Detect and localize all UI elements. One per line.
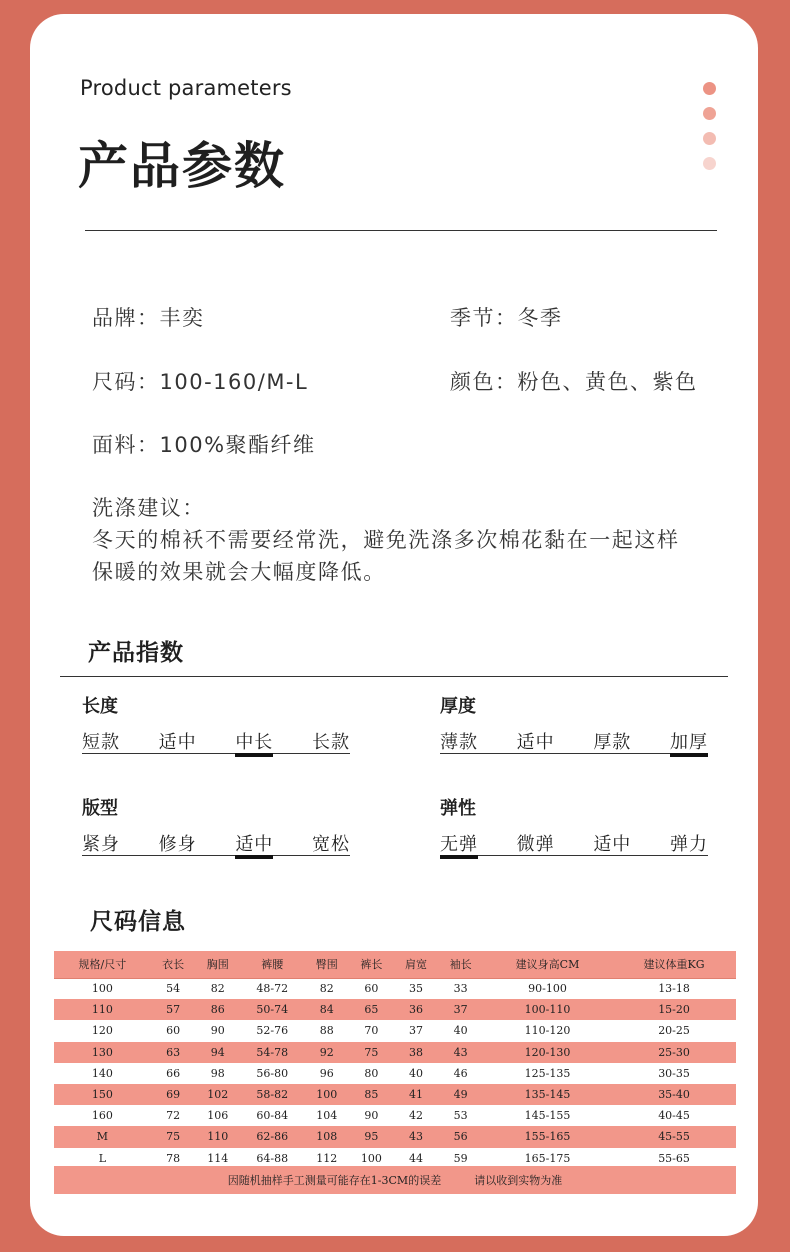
table-row	[54, 1063, 736, 1084]
table-cell: 62-86	[240, 1126, 304, 1147]
table-cell: 112	[316, 1151, 338, 1165]
param-season: 季节：冬季	[450, 306, 563, 330]
size-note: 因随机抽样手工测量可能存在1-3CM的误差 请以收到实物为准	[54, 1166, 736, 1194]
table-cell: 64-88	[256, 1151, 289, 1165]
table-cell: 69	[151, 1084, 196, 1105]
table-cell: 20-25	[658, 1024, 690, 1038]
table-cell: 48-72	[256, 982, 289, 996]
table-row	[54, 1084, 736, 1105]
param-brand: 品牌：丰奕	[92, 306, 205, 330]
table-cell: 54-78	[240, 1042, 304, 1063]
wash-line-1: 冬天的棉袄不需要经常洗，避免洗涤多次棉花黏在一起这样	[92, 528, 680, 552]
dot-1	[703, 82, 716, 95]
table-cell: 58-82	[240, 1084, 304, 1105]
size-table	[54, 951, 736, 1169]
table-cell: 130	[54, 1042, 151, 1063]
table-cell: 43	[438, 1042, 483, 1063]
table-cell: 165-175	[524, 1151, 571, 1165]
table-cell: 92	[304, 1042, 349, 1063]
index-options	[82, 728, 350, 754]
table-cell: 40-45	[658, 1109, 690, 1123]
table-cell: 150	[54, 1084, 151, 1105]
table-cell: 120	[91, 1024, 113, 1038]
wash-line-2: 保暖的效果就会大幅度降低。	[92, 560, 386, 584]
table-cell: 86	[195, 999, 240, 1020]
index-option: 长款	[311, 732, 350, 753]
table-cell: 59	[453, 1151, 468, 1165]
index-option-selected: 加厚	[670, 728, 708, 753]
table-cell: 65	[349, 999, 394, 1020]
table-cell: 155-165	[483, 1126, 612, 1147]
table-cell: 35-40	[612, 1084, 736, 1105]
index-option: 弹力	[669, 834, 708, 855]
index-options	[82, 830, 350, 856]
table-cell: 84	[304, 999, 349, 1020]
index-option-selected: 无弹	[440, 830, 478, 855]
table-cell: 52-76	[256, 1024, 289, 1038]
table-cell: 45-55	[612, 1126, 736, 1147]
table-cell: M	[54, 1126, 151, 1147]
table-cell: 37	[408, 1024, 423, 1038]
index-elasticity	[440, 794, 708, 856]
param-fabric: 面料：100%聚酯纤维	[92, 433, 316, 457]
size-header-cell: 裤腰	[240, 951, 304, 978]
table-cell: 80	[364, 1066, 379, 1080]
size-table-body	[54, 978, 736, 1169]
table-cell: 36	[394, 999, 439, 1020]
table-cell: 135-145	[483, 1084, 612, 1105]
index-section-title: 产品指数	[88, 640, 184, 666]
table-cell: 38	[394, 1042, 439, 1063]
table-cell: 120-130	[483, 1042, 612, 1063]
table-cell: 100-110	[483, 999, 612, 1020]
table-cell: 100	[91, 982, 113, 996]
page-title: 产品参数	[78, 137, 286, 195]
table-cell: 35	[408, 982, 423, 996]
table-cell: 49	[438, 1084, 483, 1105]
table-cell: 140	[91, 1066, 113, 1080]
index-option: 修身	[158, 834, 197, 855]
table-cell: 15-20	[612, 999, 736, 1020]
size-header-cell: 建议身高CM	[483, 951, 612, 978]
table-cell: 44	[408, 1151, 423, 1165]
wash-title: 洗涤建议：	[92, 496, 205, 520]
size-header-cell: 肩宽	[394, 951, 439, 978]
index-option: 紧身	[82, 834, 120, 855]
table-cell: 75	[151, 1126, 196, 1147]
table-cell: 110-120	[524, 1024, 571, 1038]
index-option: 适中	[593, 834, 632, 855]
table-cell: 72	[166, 1109, 181, 1123]
index-label: 厚度	[440, 696, 476, 717]
table-cell: 30-35	[658, 1066, 690, 1080]
index-label: 长度	[82, 696, 118, 717]
size-header-cell: 建议体重KG	[612, 951, 736, 978]
size-header-cell: 胸围	[195, 951, 240, 978]
index-option-selected: 适中	[235, 830, 273, 855]
table-cell: 75	[349, 1042, 394, 1063]
decorative-dots	[703, 82, 717, 182]
index-divider	[60, 676, 728, 677]
table-cell: 40	[408, 1066, 423, 1080]
param-color: 颜色：粉色、黄色、紫色	[450, 370, 698, 394]
table-cell: 82	[319, 982, 334, 996]
table-cell: 90	[364, 1109, 379, 1123]
table-row	[54, 1042, 736, 1063]
table-cell: 160	[91, 1109, 113, 1123]
table-cell: 104	[316, 1109, 338, 1123]
title-divider	[85, 230, 717, 231]
index-label: 弹性	[440, 798, 476, 819]
dot-2	[703, 107, 716, 120]
index-thickness	[440, 692, 708, 754]
table-cell: 50-74	[240, 999, 304, 1020]
table-cell: 100	[360, 1151, 382, 1165]
table-cell: 95	[349, 1126, 394, 1147]
table-cell: 125-135	[524, 1066, 571, 1080]
wash-advice	[92, 492, 680, 588]
size-table-header	[54, 951, 736, 978]
english-title: Product parameters	[80, 76, 292, 100]
table-cell: 56-80	[256, 1066, 289, 1080]
size-section-title: 尺码信息	[90, 909, 186, 935]
table-cell: 41	[394, 1084, 439, 1105]
table-cell: 54	[166, 982, 181, 996]
table-cell: 60	[166, 1024, 181, 1038]
table-cell: 55-65	[658, 1151, 690, 1165]
size-header-cell: 规格/尺寸	[54, 951, 151, 978]
table-row	[54, 1126, 736, 1147]
index-label: 版型	[82, 798, 118, 819]
table-cell: 106	[207, 1109, 229, 1123]
table-row	[54, 1105, 736, 1126]
table-cell: 46	[453, 1066, 468, 1080]
size-header-cell: 臀围	[304, 951, 349, 978]
table-cell: 56	[438, 1126, 483, 1147]
index-option: 适中	[158, 732, 197, 753]
table-cell: 110	[195, 1126, 240, 1147]
table-cell: 53	[453, 1109, 468, 1123]
index-option: 薄款	[440, 732, 478, 753]
table-cell: 70	[364, 1024, 379, 1038]
table-row	[54, 999, 736, 1020]
table-cell: 40	[453, 1024, 468, 1038]
table-cell: 13-18	[658, 982, 690, 996]
table-cell: 110	[54, 999, 151, 1020]
index-options	[440, 728, 708, 754]
table-cell: 60-84	[256, 1109, 289, 1123]
table-cell: 145-155	[524, 1109, 571, 1123]
table-cell: 85	[349, 1084, 394, 1105]
table-cell: 60	[364, 982, 379, 996]
table-cell: 98	[210, 1066, 225, 1080]
table-cell: 63	[151, 1042, 196, 1063]
table-cell: 42	[408, 1109, 423, 1123]
size-header-cell: 衣长	[151, 951, 196, 978]
table-cell: 82	[210, 982, 225, 996]
table-cell: 102	[195, 1084, 240, 1105]
table-row	[54, 1020, 736, 1041]
index-option: 厚款	[593, 732, 632, 753]
dot-4	[703, 157, 716, 170]
table-cell: 90-100	[528, 982, 567, 996]
table-cell: L	[98, 1151, 107, 1165]
table-cell: 90	[210, 1024, 225, 1038]
size-header-cell: 袖长	[438, 951, 483, 978]
table-cell: 57	[151, 999, 196, 1020]
table-cell: 100	[304, 1084, 349, 1105]
index-option: 短款	[82, 732, 120, 753]
param-size: 尺码：100-160/M-L	[92, 370, 309, 394]
size-header-cell: 裤长	[349, 951, 394, 978]
table-cell: 114	[207, 1151, 229, 1165]
table-cell: 66	[166, 1066, 181, 1080]
index-option-selected: 中长	[235, 728, 273, 753]
table-cell: 43	[394, 1126, 439, 1147]
index-fit	[82, 794, 350, 856]
table-cell: 37	[438, 999, 483, 1020]
table-cell: 108	[304, 1126, 349, 1147]
index-option: 适中	[516, 732, 555, 753]
index-option: 微弹	[516, 834, 555, 855]
dot-3	[703, 132, 716, 145]
table-row	[54, 978, 736, 999]
table-cell: 78	[166, 1151, 181, 1165]
index-option: 宽松	[311, 834, 350, 855]
table-cell: 94	[195, 1042, 240, 1063]
table-cell: 96	[319, 1066, 334, 1080]
index-options	[440, 830, 708, 856]
table-cell: 88	[319, 1024, 334, 1038]
table-cell: 25-30	[612, 1042, 736, 1063]
table-cell: 33	[453, 982, 468, 996]
parameters-card	[30, 14, 758, 1236]
index-length	[82, 692, 350, 754]
